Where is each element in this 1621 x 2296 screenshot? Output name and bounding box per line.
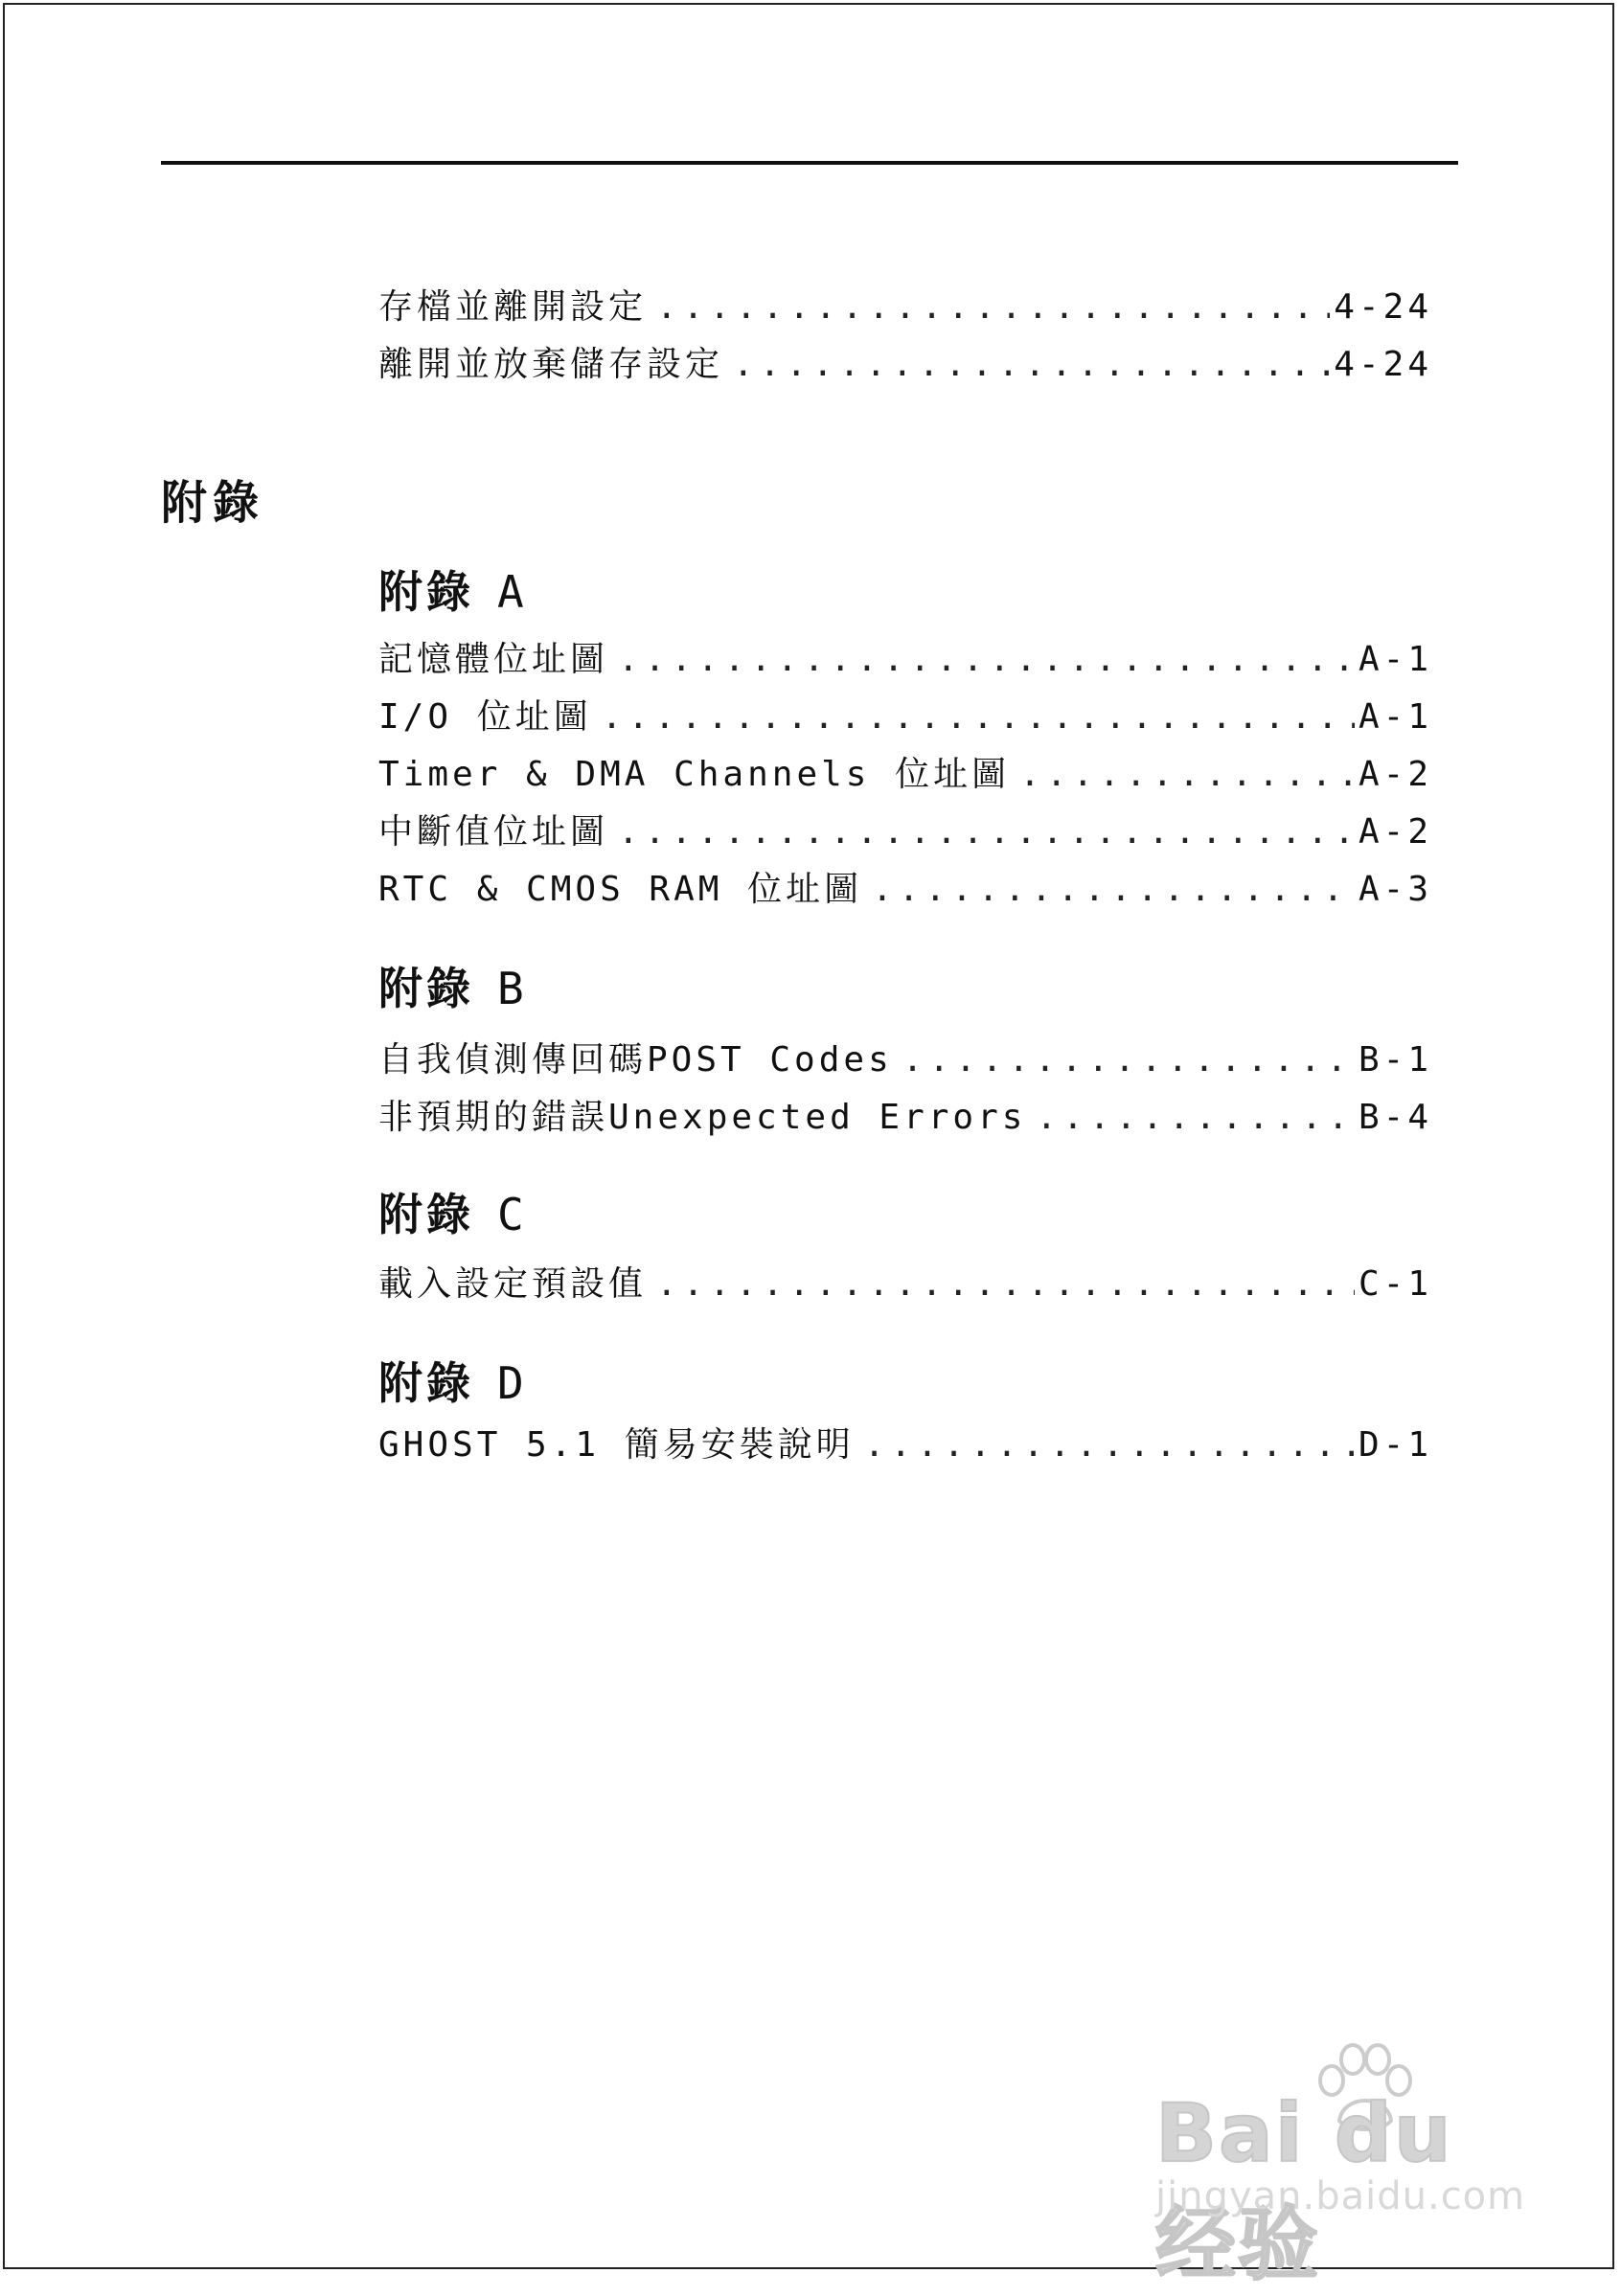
toc-entry-page: D-1	[1358, 1425, 1432, 1465]
appendix-letter: D	[497, 1357, 528, 1409]
toc-entry-label: 存檔並離開設定	[378, 287, 648, 327]
toc-leader-dots	[618, 640, 1355, 679]
toc-entry-page: A-3	[1358, 870, 1432, 909]
toc-entry-label: Timer & DMA Channels 位址圖	[378, 755, 1011, 794]
appendix-title: 附錄	[378, 1357, 474, 1409]
toc-entry-page: A-1	[1358, 697, 1432, 737]
appendix-d-heading	[378, 1349, 528, 1412]
toc-entry-label: 自我偵測傳回碼POST Codes	[378, 1040, 893, 1080]
appendix-letter: C	[497, 1189, 528, 1240]
toc-leader-dots	[602, 697, 1355, 737]
appendix-c-entries	[378, 1257, 1432, 1314]
toc-entry[interactable]	[378, 690, 1432, 747]
toc-leader-dots	[1019, 755, 1355, 794]
toc-entry-label: 記憶體位址圖	[378, 640, 609, 679]
appendix-letter: B	[497, 963, 528, 1014]
continued-entries	[378, 280, 1432, 395]
header-rule	[161, 161, 1458, 165]
toc-entry[interactable]	[378, 280, 1432, 337]
toc-entry-label: 離開並放棄儲存設定	[378, 345, 724, 384]
appendix-b-entries	[378, 1033, 1432, 1148]
toc-leader-dots	[872, 870, 1355, 909]
toc-entry-label: GHOST 5.1 簡易安裝說明	[378, 1425, 855, 1465]
toc-entry[interactable]	[378, 632, 1432, 690]
appendix-c-heading	[378, 1180, 528, 1243]
appendix-d-entries	[378, 1418, 1432, 1475]
toc-entry[interactable]	[378, 1090, 1432, 1148]
toc-leader-dots	[656, 287, 1330, 327]
toc-entry-page: 4-24	[1334, 287, 1432, 327]
toc-entry-page: A-1	[1358, 640, 1432, 679]
toc-entry-label: 載入設定預設值	[378, 1264, 648, 1304]
appendix-a-heading	[378, 557, 528, 621]
toc-leader-dots	[733, 345, 1330, 384]
toc-entry-label: RTC & CMOS RAM 位址圖	[378, 870, 863, 909]
appendix-title: 附錄	[378, 566, 474, 618]
toc-leader-dots	[902, 1040, 1355, 1080]
toc-leader-dots	[656, 1264, 1355, 1304]
appendix-section-heading: 附錄	[161, 476, 265, 530]
watermark-url: jingyan.baidu.com	[1155, 2174, 1526, 2218]
toc-leader-dots	[1036, 1098, 1355, 1137]
toc-entry[interactable]	[378, 805, 1432, 862]
toc-entry[interactable]	[378, 337, 1432, 395]
watermark-brand: Bai du 经验	[1155, 2086, 1453, 2291]
baidu-watermark	[1146, 2031, 1529, 2291]
toc-entry[interactable]	[378, 747, 1432, 805]
appendix-b-heading	[378, 954, 528, 1017]
appendix-letter: A	[497, 566, 528, 618]
toc-entry-page: A-2	[1358, 812, 1432, 852]
toc-entry-page: B-1	[1358, 1040, 1432, 1080]
appendix-title: 附錄	[378, 1189, 474, 1240]
toc-entry[interactable]	[378, 1257, 1432, 1314]
toc-leader-dots	[618, 812, 1355, 852]
toc-entry[interactable]	[378, 862, 1432, 920]
toc-entry-label: I/O 位址圖	[378, 697, 592, 737]
toc-entry-label: 中斷值位址圖	[378, 812, 609, 852]
appendix-title: 附錄	[378, 963, 474, 1014]
appendix-a-entries	[378, 632, 1432, 920]
toc-entry-page: B-4	[1358, 1098, 1432, 1137]
toc-entry[interactable]	[378, 1418, 1432, 1475]
toc-entry[interactable]	[378, 1033, 1432, 1090]
toc-entry-label: 非預期的錯誤Unexpected Errors	[378, 1098, 1027, 1137]
toc-leader-dots	[864, 1425, 1355, 1465]
toc-entry-page: A-2	[1358, 755, 1432, 794]
toc-entry-page: 4-24	[1334, 345, 1432, 384]
toc-entry-page: C-1	[1358, 1264, 1432, 1304]
